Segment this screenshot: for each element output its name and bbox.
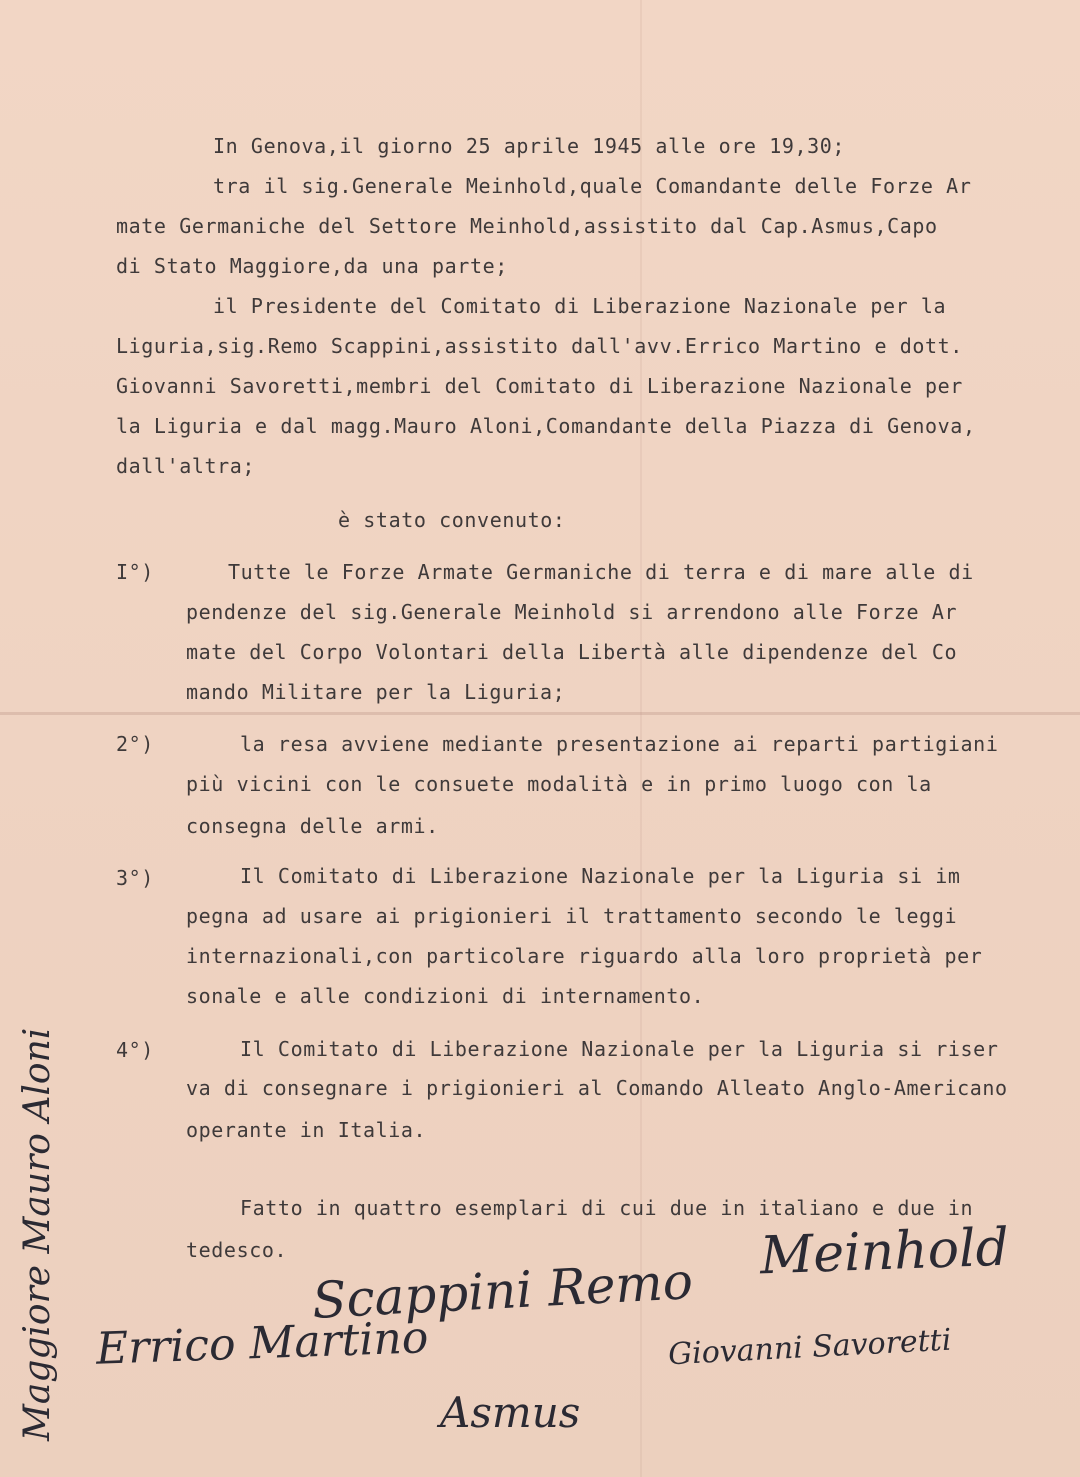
intro-line: mate Germaniche del Settore Meinhold,assistito dal Cap.Asmus,Capo bbox=[116, 214, 938, 238]
clause-line: la resa avviene mediante presentazione ai reparti partigiani bbox=[240, 732, 999, 756]
intro-line: tra il sig.Generale Meinhold,quale Comandante delle Forze Ar bbox=[213, 174, 972, 198]
signature-scappini: Scappini Remo bbox=[310, 1252, 695, 1330]
clause-line: operante in Italia. bbox=[186, 1118, 427, 1142]
clause-line: più vicini con le consuete modalità e in primo luogo con la bbox=[186, 772, 932, 796]
closing-line: Fatto in quattro esemplari di cui due in italiano e due in bbox=[240, 1196, 974, 1220]
clause-number: 4°) bbox=[116, 1038, 154, 1062]
clause-line: mando Militare per la Liguria; bbox=[186, 680, 566, 704]
clause-line: Il Comitato di Liberazione Nazionale per la Liguria si im bbox=[240, 864, 961, 888]
clause-line: consegna delle armi. bbox=[186, 814, 439, 838]
intro-line: di Stato Maggiore,da una parte; bbox=[116, 254, 508, 278]
signature-savoretti: Giovanni Savoretti bbox=[667, 1322, 953, 1373]
clause-line: pendenze del sig.Generale Meinhold si arrendono alle Forze Ar bbox=[186, 600, 958, 624]
document-header: In Genova,il giorno 25 aprile 1945 alle ore 19,30; bbox=[213, 134, 846, 158]
clause-number: I°) bbox=[116, 560, 154, 584]
intro-line: il Presidente del Comitato di Liberazione Nazionale per la bbox=[213, 294, 947, 318]
closing-line: tedesco. bbox=[186, 1238, 288, 1262]
clause-line: internazionali,con particolare riguardo alla loro proprietà per bbox=[186, 944, 983, 968]
clause-line: Tutte le Forze Armate Germaniche di terra e di mare alle di bbox=[228, 560, 974, 584]
intro-line: Giovanni Savoretti,membri del Comitato di Liberazione Nazionale per bbox=[116, 374, 963, 398]
clause-line: va di consegnare i prigionieri al Comando Alleato Anglo-Americano bbox=[186, 1076, 1008, 1100]
intro-line: Liguria,sig.Remo Scappini,assistito dall'avv.Errico Martino e dott. bbox=[116, 334, 963, 358]
signature-martino: Errico Martino bbox=[95, 1312, 430, 1375]
clause-number: 3°) bbox=[116, 866, 154, 890]
clause-line: mate del Corpo Volontari della Libertà alle dipendenze del Co bbox=[186, 640, 958, 664]
signature-meinhold: Meinhold bbox=[759, 1217, 1010, 1287]
clause-line: pegna ad usare ai prigionieri il trattamento secondo le leggi bbox=[186, 904, 958, 928]
intro-line: dall'altra; bbox=[116, 454, 256, 478]
intro-line: la Liguria e dal magg.Mauro Aloni,Comandante della Piazza di Genova, bbox=[116, 414, 976, 438]
signature-asmus: Asmus bbox=[440, 1388, 581, 1437]
agreed-heading: è stato convenuto: bbox=[338, 508, 566, 532]
clause-line: Il Comitato di Liberazione Nazionale per la Liguria si riser bbox=[240, 1037, 999, 1061]
signature-aloni: Maggiore Mauro Aloni bbox=[17, 1027, 58, 1441]
clause-number: 2°) bbox=[116, 732, 154, 756]
paper-fold-horizontal bbox=[0, 712, 1080, 715]
clause-line: sonale e alle condizioni di internamento. bbox=[186, 984, 705, 1008]
